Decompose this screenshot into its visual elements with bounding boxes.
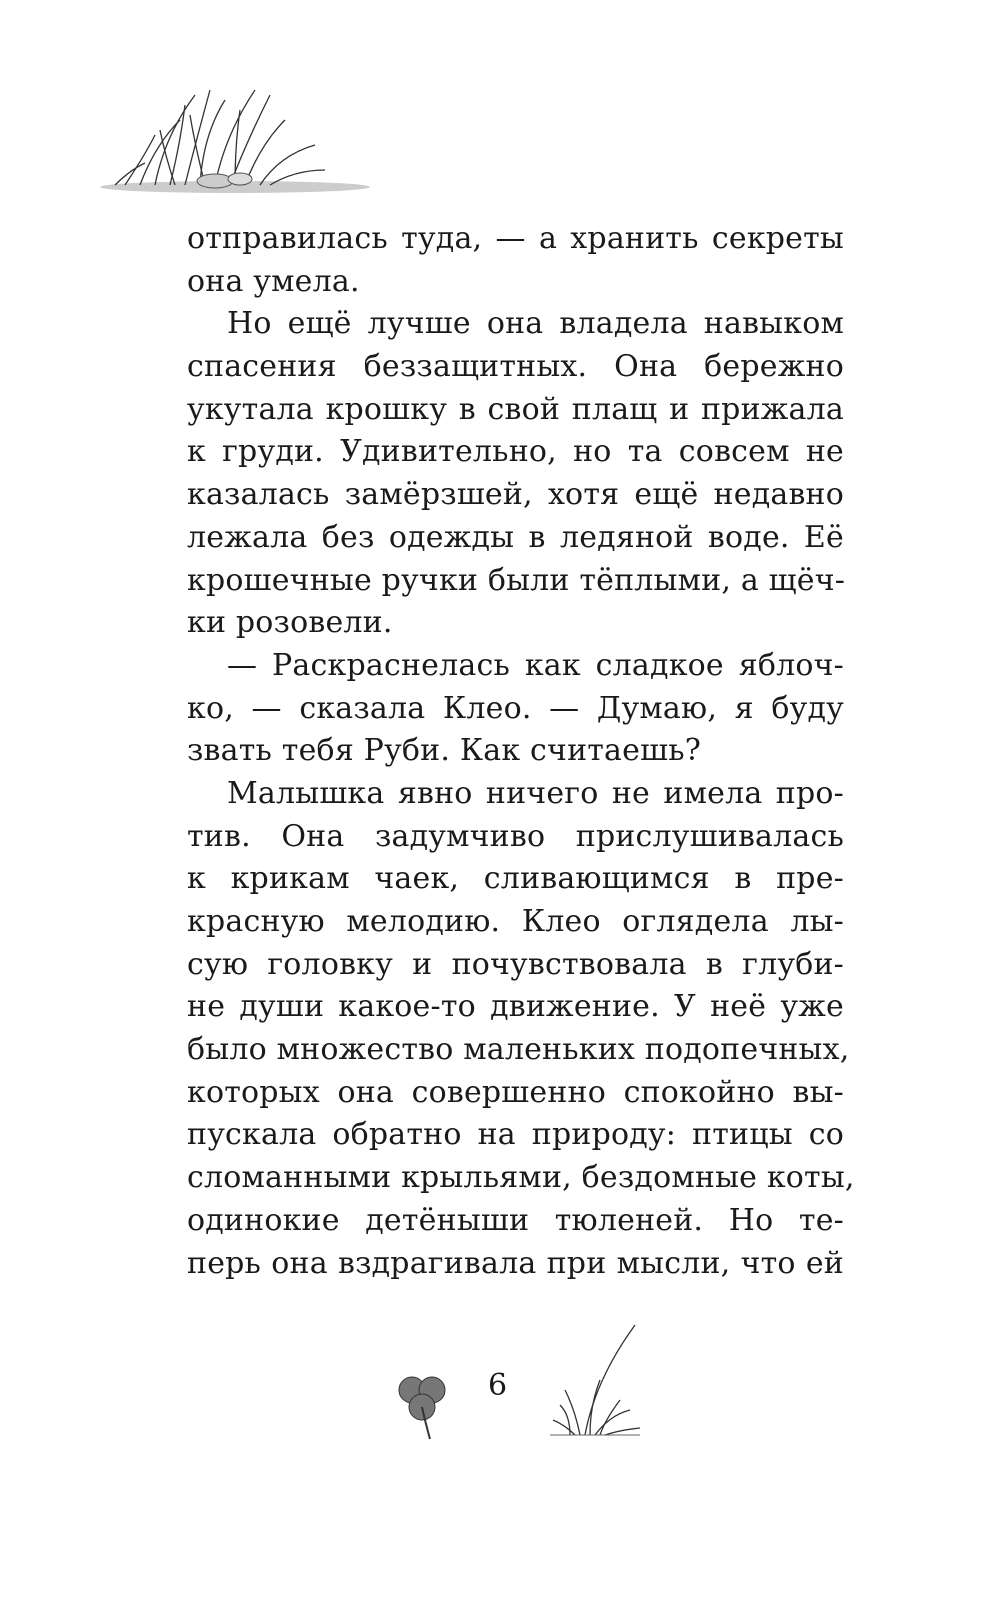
text-line: сую головку и почувствовала в глуби- [187, 946, 844, 982]
text-line: крошечные ручки были тёплыми, а щёч- [187, 562, 846, 598]
text-line: не души какое-то движение. У неё уже [187, 989, 844, 1025]
text-line: к крикам чаек, сливающимся в пре- [187, 861, 844, 897]
text-line: к груди. Удивительно, но та совсем не [187, 434, 844, 470]
text-line: — Раскраснелась как сладкое яблоч- [227, 647, 844, 683]
text-line: укутала крошку в свой плащ и прижала [187, 391, 844, 427]
text-line: отправилась туда, — а хранить секреты [187, 221, 844, 256]
text-line: было множество маленьких подопечных, [187, 1032, 850, 1068]
text-line: пускала обратно на природу: птицы со [187, 1117, 844, 1153]
text-line: которых она совершенно спокойно вы- [187, 1074, 844, 1110]
clover-illustration [390, 1365, 455, 1440]
text-line: тив. Она задумчиво прислушивалась [187, 818, 844, 854]
text-line: казалась замёрзшей, хотя ещё недавно [187, 477, 844, 513]
text-line: ки розовели. [187, 605, 393, 641]
text-line: Но ещё лучше она владела навыком [227, 306, 844, 342]
text-line: Малышка явно ничего не имела про- [227, 775, 844, 811]
page-text [187, 218, 855, 1285]
text-line: перь она вздрагивала при мысли, что ей [187, 1245, 844, 1281]
text-line: одинокие детёныши тюленей. Но те- [187, 1202, 844, 1238]
text-line: сломанными крыльями, бездомные коты, [187, 1160, 855, 1196]
page-number: 6 [488, 1368, 508, 1403]
text-line: спасения беззащитных. Она бережно [187, 349, 844, 385]
text-line: она умела. [187, 263, 360, 299]
text-line: ко, — сказала Клео. — Думаю, я буду [187, 690, 844, 726]
grass-illustration-top [85, 75, 370, 210]
text-line: звать тебя Руби. Как считаешь? [187, 733, 702, 769]
text-line: лежала без одежды в ледяной воде. Её [187, 519, 844, 555]
grass-illustration-bottom [545, 1320, 645, 1440]
text-line: красную мелодию. Клео оглядела лы- [187, 904, 844, 939]
